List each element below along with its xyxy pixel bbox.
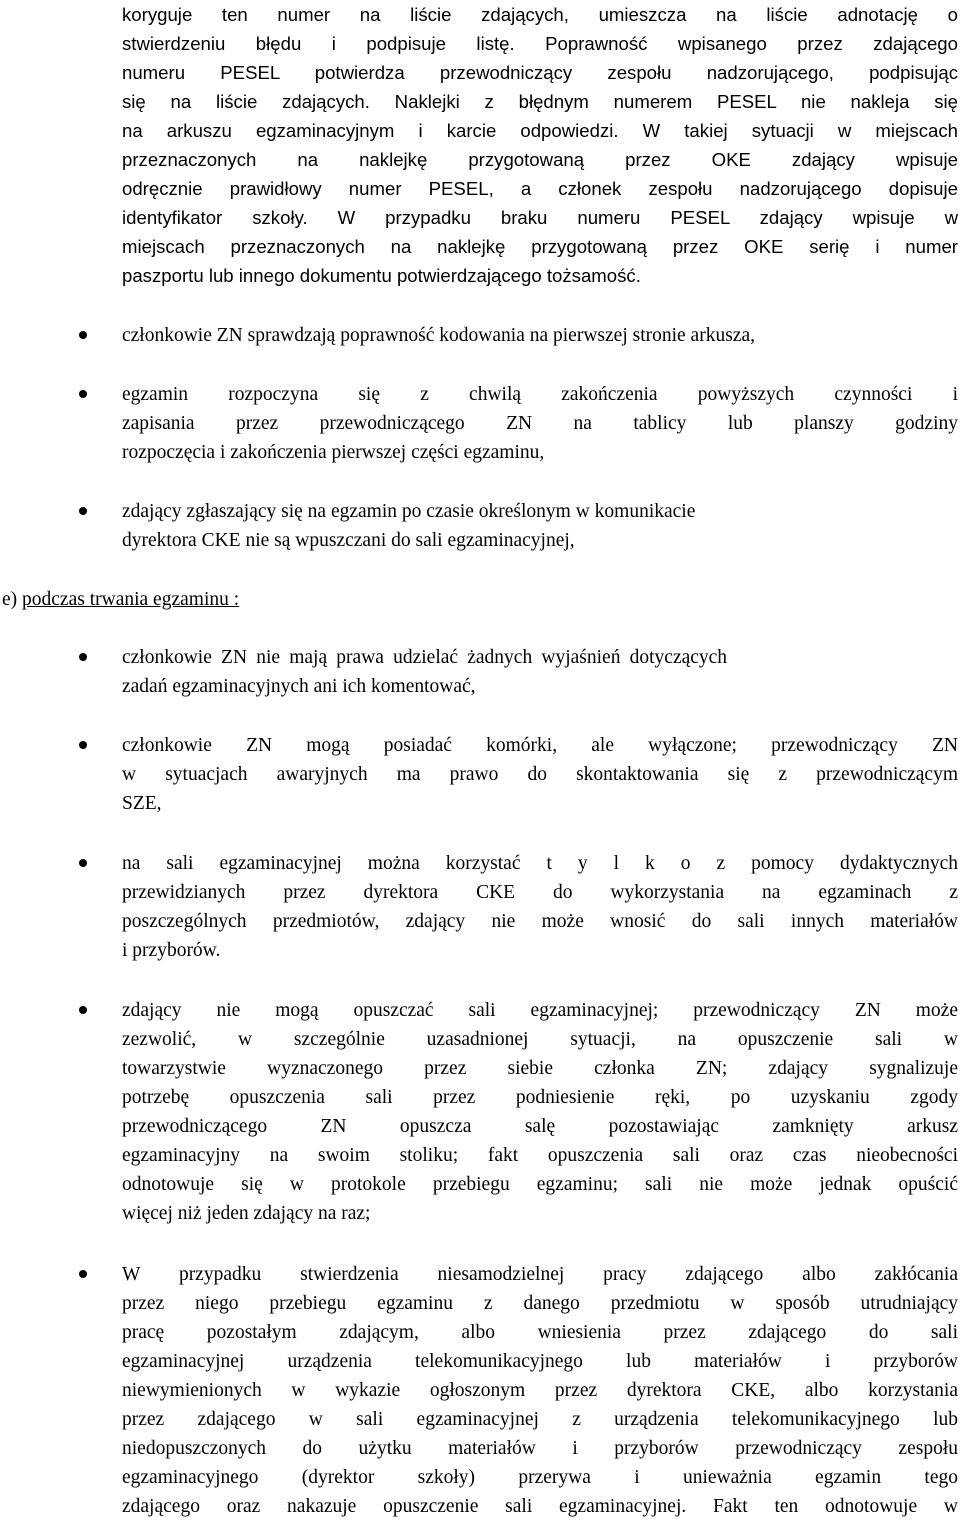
- paragraph-line: na arkuszu egzaminacyjnym i karcie odpowiedzi. W takiej sytuacji w miejscach: [122, 120, 958, 141]
- bullet-icon: [79, 507, 87, 515]
- bullet-icon: [79, 1006, 87, 1014]
- list-item-line: odnotowuje się w protokole przebiegu egzaminu; sali nie może jednak opuścić: [122, 1174, 958, 1195]
- list-item-line: SZE,: [122, 793, 162, 814]
- list-item-line: przewodniczącego ZN opuszcza salę pozostawiając zamknięty arkusz: [122, 1116, 958, 1137]
- list-item-line: zezwolić, w szczególnie uzasadnionej sytuacji, na opuszczenie sali w: [122, 1029, 958, 1050]
- list-item-line: egzamin rozpoczyna się z chwilą zakończenia powyższych czynności i: [122, 384, 958, 405]
- paragraph-line: koryguje ten numer na liście zdających, umieszcza na liście adnotację o: [122, 4, 958, 25]
- list-item-line: pracę pozostałym zdającym, albo wniesienia przez zdającego do sali: [122, 1322, 958, 1343]
- paragraph-line: przeznaczonych na naklejkę przygotowaną przez OKE zdający wpisuje: [122, 149, 958, 170]
- list-item-line: członkowie ZN sprawdzają poprawność kodowania na pierwszej stronie arkusza,: [122, 325, 755, 346]
- section-heading: [2, 585, 239, 614]
- list-item-line: dyrektora CKE nie są wpuszczani do sali egzaminacyjnej,: [122, 530, 575, 551]
- list-item-line: potrzebę opuszczenia sali przez podniesienie ręki, po uzyskaniu zgody: [122, 1087, 958, 1108]
- list-item-line: niewymienionych w wykazie ogłoszonym przez dyrektora CKE, albo korzystania: [122, 1380, 958, 1401]
- list-item-line: zdający nie mogą opuszczać sali egzaminacyjnej; przewodniczący ZN może: [122, 1000, 958, 1021]
- list-item-line: niedopuszczonych do użytku materiałów i przyborów przewodniczący zespołu: [122, 1438, 958, 1459]
- list-item-line: egzaminacyjny na swoim stoliku; fakt opuszczenia sali oraz czas nieobecności: [122, 1145, 958, 1166]
- list-item-line: w sytuacjach awaryjnych ma prawo do skontaktowania się z przewodniczącym: [122, 764, 958, 785]
- list-item-line: przez niego przebiegu egzaminu z danego przedmiotu w sposób utrudniający: [122, 1293, 958, 1314]
- list-item-line: zadań egzaminacyjnych ani ich komentować,: [122, 676, 476, 697]
- list-item-line: egzaminacyjnej urządzenia telekomunikacyjnego lub materiałów i przyborów: [122, 1351, 958, 1372]
- bullet-icon: [79, 331, 87, 339]
- list-item-line: członkowie ZN mogą posiadać komórki, ale wyłączone; przewodniczący ZN: [122, 735, 958, 756]
- list-item-line: zapisania przez przewodniczącego ZN na tablicy lub planszy godziny: [122, 413, 958, 434]
- list-item-line: na sali egzaminacyjnej można korzystać t y l k o z pomocy dydaktycznych: [122, 853, 958, 874]
- bullet-icon: [79, 859, 87, 867]
- list-item-line: przez zdającego w sali egzaminacyjnej z urządzenia telekomunikacyjnego lub: [122, 1409, 958, 1430]
- list-item-line: zdający zgłaszający się na egzamin po czasie określonym w komunikacie: [122, 501, 696, 522]
- list-item-line: rozpoczęcia i zakończenia pierwszej części egzaminu,: [122, 442, 545, 463]
- paragraph-line: paszportu lub innego dokumentu potwierdzającego tożsamość.: [122, 265, 641, 286]
- bullet-icon: [79, 741, 87, 749]
- list-item-line: egzaminacyjnego (dyrektor szkoły) przerywa i unieważnia egzamin tego: [122, 1467, 958, 1488]
- paragraph-line: odręcznie prawidłowy numer PESEL, a członek zespołu nadzorującego dopisuje: [122, 178, 958, 199]
- bullet-icon: [79, 653, 87, 661]
- bullet-icon: [79, 390, 87, 398]
- paragraph-line: miejscach przeznaczonych na naklejkę przygotowaną przez OKE serię i numer: [122, 236, 958, 257]
- section-heading-label: podczas trwania egzaminu :: [22, 589, 240, 610]
- paragraph-line: numeru PESEL potwierdza przewodniczący zespołu nadzorującego, podpisując: [122, 62, 958, 83]
- list-item-line: zdającego oraz nakazuje opuszczenie sali egzaminacyjnej. Fakt ten odnotowuje w: [122, 1496, 958, 1517]
- list-item-line: i przyborów.: [122, 940, 221, 961]
- list-item-line: W przypadku stwierdzenia niesamodzielnej pracy zdającego albo zakłócania: [122, 1264, 958, 1285]
- list-item-line: członkowie ZN nie mają prawa udzielać żadnych wyjaśnień dotyczących: [122, 647, 728, 668]
- section-heading-prefix: e): [2, 589, 23, 610]
- paragraph-line: identyfikator szkoły. W przypadku braku numeru PESEL zdający wpisuje w: [122, 207, 958, 228]
- list-item-line: więcej niż jeden zdający na raz;: [122, 1203, 371, 1224]
- list-item-line: poszczególnych przedmiotów, zdający nie może wnosić do sali innych materiałów: [122, 911, 958, 932]
- bullet-icon: [79, 1270, 87, 1278]
- paragraph-line: się na liście zdających. Naklejki z błędnym numerem PESEL nie nakleja się: [122, 91, 958, 112]
- list-item-line: towarzystwie wyznaczonego przez siebie członka ZN; zdający sygnalizuje: [122, 1058, 958, 1079]
- list-item-line: przewidzianych przez dyrektora CKE do wykorzystania na egzaminach z: [122, 882, 958, 903]
- paragraph-line: stwierdzeniu błędu i podpisuje listę. Poprawność wpisanego przez zdającego: [122, 33, 958, 54]
